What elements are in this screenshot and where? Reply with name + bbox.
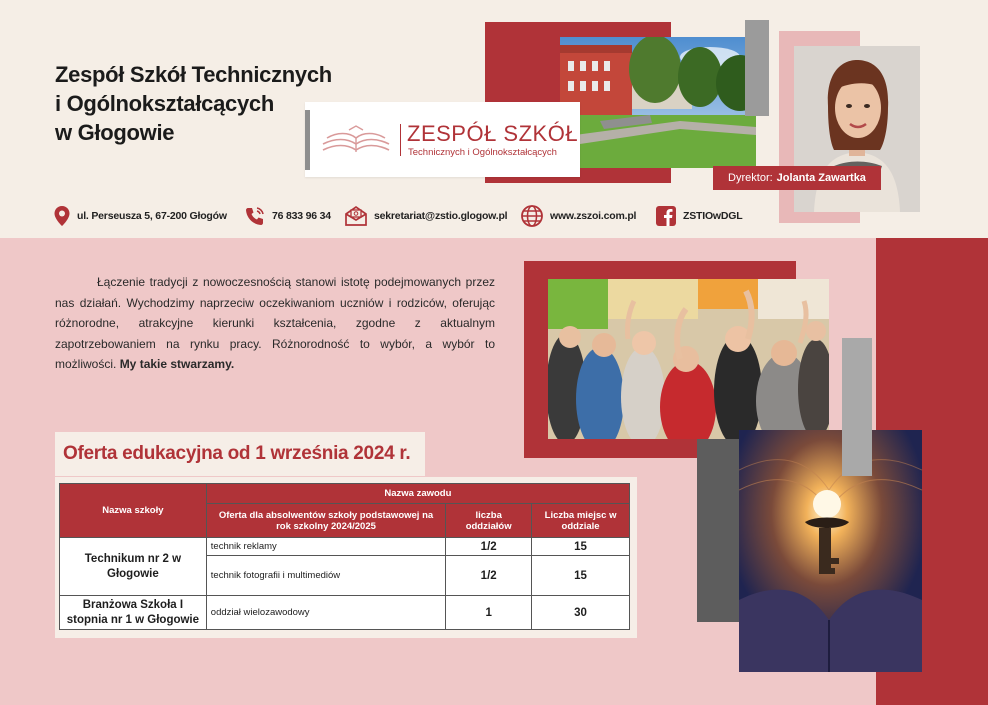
phone-icon	[244, 205, 266, 227]
school-name-cell: Technikum nr 2 w Głogowie	[60, 538, 207, 596]
header-profession-group: Nazwa zawodu	[206, 484, 629, 504]
seats-cell: 15	[532, 556, 630, 596]
contact-facebook-text[interactable]: ZSTIOwDGL	[683, 210, 743, 222]
open-book-icon	[319, 122, 393, 158]
contact-phone	[244, 204, 331, 228]
header-offer: Oferta dla absolwentów szkoły podstawowej na rok szkolny 2024/2025	[206, 504, 445, 538]
location-pin-icon	[53, 205, 71, 227]
seats-cell: 15	[532, 538, 630, 556]
table-row	[60, 596, 630, 630]
classes-cell: 1/2	[446, 538, 532, 556]
profession-cell: technik reklamy	[206, 538, 445, 556]
intro-body: Łączenie tradycji z nowoczesnością stanowi istotę podejmowanych przez nas działań. Wychodzimy naprzeciw oczekiwaniom uczniów i rodziców, oferując różnorodne, atrakcyjne kierunki kształcenia, zgodne z aktualnym zapotrzebowaniem na rynku pracy. Różnorodność to wybór, a wybór to możliwości.	[55, 275, 495, 372]
classes-cell: 1	[446, 596, 532, 630]
contact-website-text[interactable]: www.zszoi.com.pl	[550, 210, 637, 222]
facebook-icon	[655, 205, 677, 227]
offer-table-card	[55, 477, 637, 638]
contact-email	[344, 204, 507, 228]
email-icon	[344, 205, 368, 227]
contact-address-text: ul. Perseusza 5, 67-200 Głogów	[77, 210, 227, 222]
director-badge	[713, 166, 881, 190]
offer-heading: Oferta edukacyjna od 1 września 2024 r.	[55, 432, 425, 476]
students-photo	[548, 279, 829, 439]
contact-website	[520, 204, 636, 228]
director-role: Dyrektor:	[728, 172, 773, 184]
logo-sub-text: Technicznych i Ogólnokształcących	[408, 147, 557, 158]
header-classes: liczba oddziałów	[446, 504, 532, 538]
header-school: Nazwa szkoły	[60, 484, 207, 538]
intro-emphasis: My takie stwarzamy.	[119, 357, 235, 372]
school-building-photo	[560, 37, 756, 168]
school-title-line: Zespół Szkół Technicznych	[55, 62, 332, 87]
school-title-line: w Głogowie	[55, 120, 175, 145]
school-name-cell: Branżowa Szkoła I stopnia nr 1 w Głogowie	[60, 596, 207, 630]
logo-accent-bar	[305, 110, 310, 170]
logo-divider	[400, 124, 401, 156]
book-light-photo	[739, 430, 922, 672]
offer-table	[59, 483, 630, 630]
contact-address	[53, 204, 227, 228]
seats-cell: 30	[532, 596, 630, 630]
intro-paragraph	[55, 272, 495, 375]
table-row	[60, 538, 630, 556]
decorative-grey-bar	[745, 20, 769, 116]
director-name: Jolanta Zawartka	[776, 172, 866, 184]
contact-email-text[interactable]: sekretariat@zstio.glogow.pl	[374, 210, 508, 222]
classes-cell: 1/2	[446, 556, 532, 596]
contact-facebook	[655, 204, 742, 228]
logo-main-text: ZESPÓŁ SZKÓŁ	[407, 121, 579, 146]
contact-phone-text: 76 833 96 34	[272, 210, 331, 222]
globe-icon	[520, 204, 544, 228]
decorative-dark-grey-block	[697, 439, 741, 622]
decorative-grey-bar	[842, 338, 872, 476]
school-title-line: i Ogólnokształcących	[55, 91, 274, 116]
profession-cell: oddział wielozawodowy	[206, 596, 445, 630]
header-seats: Liczba miejsc w oddziale	[532, 504, 630, 538]
school-logo	[305, 102, 580, 177]
profession-cell: technik fotografii i multimediów	[206, 556, 445, 596]
